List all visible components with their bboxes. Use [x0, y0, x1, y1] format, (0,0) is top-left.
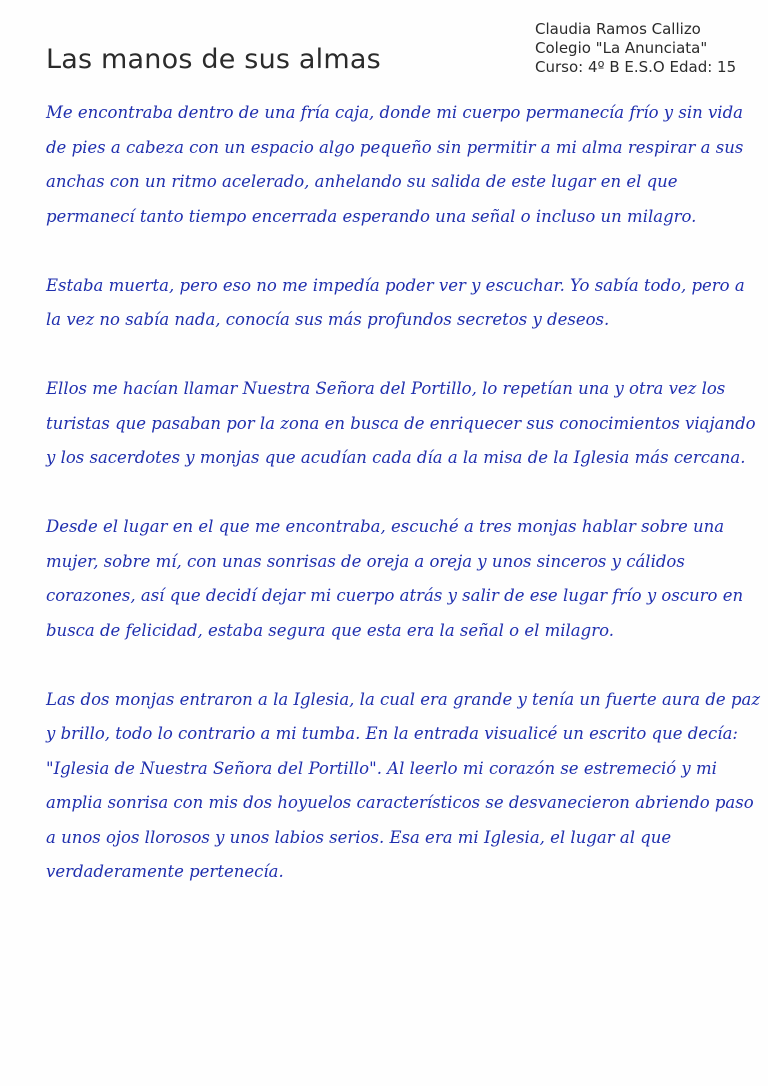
document-body	[46, 96, 762, 890]
paragraph-2: Estaba muerta, pero eso no me impedía poder ver y escuchar. Yo sabía todo, pero a la vez no sabía nada, conocía sus más profundos secretos y deseos.	[46, 275, 745, 329]
paragraph-1: Me encontraba dentro de una fría caja, donde mi cuerpo permanecía frío y sin vida de pies a cabeza con un espacio algo pequeño sin permitir a mi alma respirar a sus anchas con un ritmo acelerado, anhelando su salida de este lugar en el que permanecí tanto tiempo encerrada esperando una señal o incluso un milagro.	[46, 103, 744, 226]
document-title: Las manos de sus almas	[46, 44, 381, 75]
author-info	[535, 20, 760, 77]
author-name: Claudia Ramos Callizo	[535, 20, 701, 38]
paragraph-5: Las dos monjas entraron a la Iglesia, la cual era grande y tenía un fuerte aura de paz y brillo, todo lo contrario a mi tumba. En la entrada visualicé un escrito que decía: "Iglesia de Nuestra Señora del Portillo". Al leerlo mi corazón se estremeció y mi amplia sonrisa con mis dos hoyuelos característicos se desvanecieron abriendo paso a unos ojos llorosos y unos labios serios. Esa era mi Iglesia, el lugar al que verdaderamente pertenecía.	[46, 689, 761, 881]
author-school: Colegio "La Anunciata"	[535, 39, 708, 57]
author-course-age: Curso: 4º B E.S.O Edad: 15	[535, 58, 737, 76]
paragraph-3: Ellos me hacían llamar Nuestra Señora del Portillo, lo repetían una y otra vez los turistas que pasaban por la zona en busca de enriquecer sus conocimientos viajando y los sacerdotes y monjas que acudían cada día a la misa de la Iglesia más cercana.	[46, 379, 756, 467]
paragraph-4: Desde el lugar en el que me encontraba, escuché a tres monjas hablar sobre una mujer, sobre mí, con unas sonrisas de oreja a oreja y unos sinceros y cálidos corazones, así que decidí dejar mi cuerpo atrás y salir de ese lugar frío y oscuro en busca de felicidad, estaba segura que esta era la señal o el milagro.	[46, 517, 744, 640]
